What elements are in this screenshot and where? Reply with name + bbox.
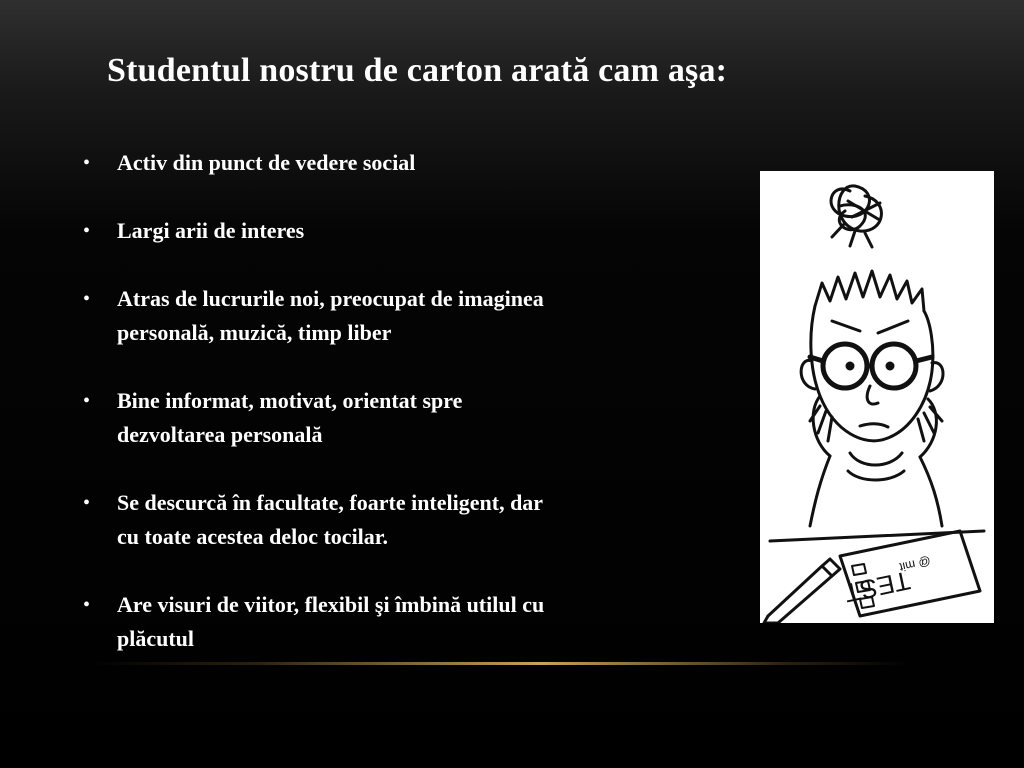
bullet-marker: • xyxy=(83,594,91,616)
student-cartoon-drawing xyxy=(760,171,994,623)
bullet-item xyxy=(75,282,715,350)
gold-divider-line xyxy=(90,662,910,665)
test-paper-scribble: @ mit xyxy=(898,554,932,575)
bullet-text-line-1: Bine informat, motivat, orientat spre xyxy=(117,388,463,413)
bullet-text-line-1: Se descurcă în facultate, foarte inteligent, dar xyxy=(117,490,544,515)
bullet-text-line-2: personală, muzică, timp liber xyxy=(117,320,392,345)
hair xyxy=(815,271,924,311)
student-cartoon-image xyxy=(760,171,994,623)
bullet-marker: • xyxy=(83,288,91,310)
test-paper-label: TEST xyxy=(841,565,913,609)
slide-title: Studentul nostru de carton arată cam aşa: xyxy=(107,52,728,89)
bullet-item xyxy=(75,214,715,248)
bullet-marker: • xyxy=(83,220,91,242)
bullet-marker: • xyxy=(83,390,91,412)
bullet-marker: • xyxy=(83,152,91,174)
bullet-text: Activ din punct de vedere social xyxy=(117,150,416,175)
bullet-item xyxy=(75,384,715,452)
pencil-icon xyxy=(764,559,840,623)
bullet-item xyxy=(75,588,715,656)
bullet-text-line-2: plăcutul xyxy=(117,626,195,651)
glasses-icon xyxy=(810,344,932,388)
bullet-text-line-2: dezvoltarea personală xyxy=(117,422,323,447)
bullet-text: Largi arii de interes xyxy=(117,218,305,243)
bullet-item xyxy=(75,486,715,554)
bullet-marker: • xyxy=(83,492,91,514)
bullet-list xyxy=(75,146,715,690)
bullet-text-line-1: Atras de lucrurile noi, preocupat de imaginea xyxy=(117,286,544,311)
bullet-text-line-2: cu toate acestea deloc tocilar. xyxy=(117,524,389,549)
shirt-collar xyxy=(850,453,902,465)
scribble-thought-icon xyxy=(831,186,881,247)
bullet-item xyxy=(75,146,715,180)
bullet-text-line-1: Are visuri de viitor, flexibil şi îmbină utilul cu xyxy=(117,592,545,617)
left-hand xyxy=(810,396,832,456)
